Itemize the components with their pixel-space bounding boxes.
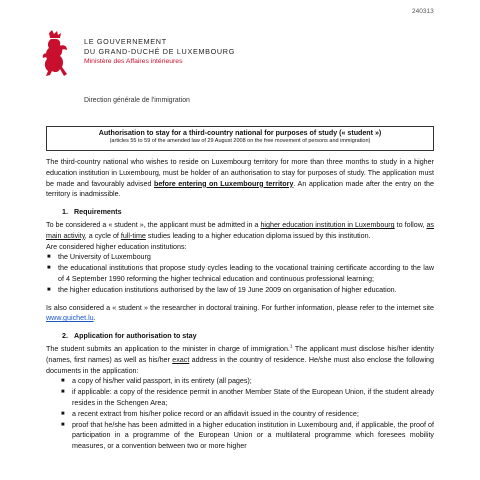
ministry-name: Ministère des Affaires intérieures: [84, 58, 183, 65]
intro-emphasis: before entering on Luxembourg territory: [153, 179, 294, 188]
list-item: [60, 387, 434, 409]
list-item-text: a recent extract from his/her police record or an affidavit issued in the country of residence;: [72, 409, 359, 418]
government-line-2: DU GRAND-DUCHÉ DE LUXEMBOURG: [84, 47, 235, 56]
list-item-text: the higher education institutions authorised by the law of 19 June 2009 on organisation of higher education.: [58, 285, 397, 294]
requirements-text: To be considered a « student », the applicant must be admitted in a: [46, 220, 261, 229]
list-item: [60, 420, 434, 452]
section-1-title: Requirements: [74, 208, 122, 217]
government-line-1: LE GOUVERNEMENT: [84, 37, 167, 46]
main-activity-emphasis: as main activity: [46, 220, 434, 240]
bullet-icon: ■: [61, 421, 65, 428]
document-body: [46, 157, 434, 459]
doctoral-text: Is also considered a « student » the researcher in doctoral training. For further information, please refer to the internet site: [46, 303, 434, 312]
list-item-text: the University of Luxembourg: [58, 253, 151, 262]
list-item: [60, 409, 434, 420]
section-2-number: 2.: [62, 332, 68, 341]
list-item-text: proof that he/she has been admitted in a higher education institution in Luxembourg and, if applicable, the proof of participation in a programme of the European Union or a multilateral programme which foresees mobility measures, or a convention between two or more higher: [72, 420, 434, 451]
documents-list: [46, 376, 434, 452]
section-1-number: 1.: [62, 208, 68, 217]
institutions-intro: Are considered higher education institutions:: [46, 242, 187, 251]
intro-text: The third-country national who wishes to reside on Luxembourg territory for more than three months to study in a higher education institution in Luxembourg, must be holder of an authorisation to stay for purposes of study. The application must be made and favourably advised: [46, 158, 434, 188]
bullet-icon: ■: [61, 389, 65, 396]
bullet-icon: ■: [47, 254, 51, 261]
requirements-text-3: , a cycle of: [84, 231, 121, 240]
list-item: [46, 252, 434, 263]
institution-emphasis: higher education institution in Luxembourg: [260, 220, 395, 229]
list-item: [60, 376, 434, 387]
list-item-text: if applicable: a copy of the residence permit in another Member State of the European Union, if the student already resides in the Schengen Area;: [72, 388, 434, 407]
list-item: [46, 263, 434, 285]
requirements-text-4: studies leading to a higher education diploma issued by this institution.: [145, 231, 371, 240]
application-text-2: The applicant must disclose his/her identity (names, first names) as well as his/her: [46, 344, 434, 364]
intro-paragraph: [46, 157, 434, 200]
requirements-paragraph: [46, 220, 434, 242]
bullet-icon: ■: [61, 410, 65, 417]
application-text-3: address in the country of residence. He/she must also enclose the following documents in the application:: [46, 355, 434, 375]
list-item: [46, 285, 434, 296]
document-number: 240313: [412, 8, 434, 15]
section-2-title: Application for authorisation to stay: [74, 332, 197, 341]
bullet-icon: ■: [47, 265, 51, 272]
requirements-text-2: to follow,: [394, 220, 427, 229]
full-time-emphasis: full-time: [120, 231, 146, 240]
title-box: [46, 126, 434, 151]
footnote-ref[interactable]: 1: [289, 343, 293, 349]
list-item-text: the educational institutions that propose study cycles leading to the vocational training certificate according to the law of 4 September 1990 reforming the higher technical education and continuous professional learning;: [58, 264, 434, 283]
section-2-heading: [62, 331, 434, 342]
exact-emphasis: exact: [172, 355, 190, 364]
intro-text-end: . An application made after the entry on the territory is inadmissible.: [46, 179, 434, 199]
document-title: Authorisation to stay for a third-country national for purposes of study (« student »): [98, 129, 382, 137]
application-paragraph: [46, 344, 434, 376]
application-text: The student submits an application to the minister in charge of immigration.: [46, 344, 290, 353]
directorate-name: Direction générale de l'immigration: [84, 97, 190, 104]
bullet-icon: ■: [61, 378, 65, 385]
doctoral-text-end: .: [93, 314, 96, 323]
section-1-heading: [62, 207, 434, 218]
institutions-list: [46, 252, 434, 295]
red-lion-icon: [40, 30, 70, 78]
doctoral-paragraph: [46, 303, 434, 325]
document-subtitle: (articles 55 to 59 of the amended law of 29 August 2008 on the free movement of persons and immigration): [109, 138, 371, 144]
list-item-text: a copy of his/her valid passport, in its entirety (all pages);: [72, 377, 252, 386]
guichet-link[interactable]: www.guichet.lu: [46, 314, 94, 323]
bullet-icon: ■: [47, 286, 51, 293]
